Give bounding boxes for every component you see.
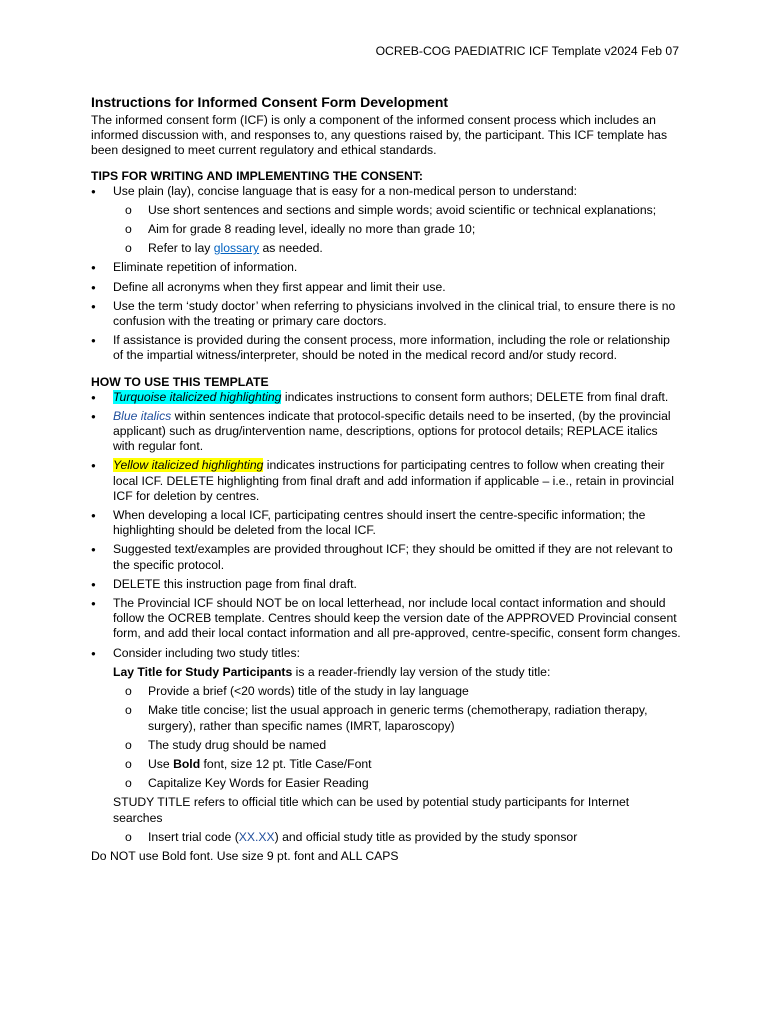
list-item <box>91 646 681 661</box>
howto-text: indicates instructions to consent form authors; DELETE from final draft. <box>281 389 669 404</box>
howto-text: Consider including two study titles: <box>113 645 300 660</box>
list-item <box>91 542 681 572</box>
lay-title-paragraph <box>113 665 681 680</box>
howto-text: DELETE this instruction page from final draft. <box>113 576 357 591</box>
howto-text: within sentences indicate that protocol-specific details need to be inserted, (by the provincial applicant) such as drug/intervention name, descriptions, options for protocol details; REPLACE italics with regular font. <box>113 408 671 454</box>
sub-list-item <box>113 830 681 845</box>
list-item <box>91 577 681 592</box>
list-item <box>91 390 681 405</box>
tip-text: If assistance is provided during the consent process, more information, including the role or relationship of the impartial witness/interpreter, should be noted in the medical record and/or study record. <box>113 333 670 363</box>
sub-list-item <box>113 203 681 218</box>
bold-word: Bold <box>173 756 201 771</box>
tip-text: Define all acronyms when they first appear and limit their use. <box>113 279 446 294</box>
turquoise-highlight: Turquoise italicized highlighting <box>113 389 282 404</box>
sub-text: Provide a brief (<20 words) title of the study in lay language <box>148 684 469 699</box>
sub-list <box>113 203 681 257</box>
sub-list-item <box>113 757 681 772</box>
sub-list-item <box>113 241 681 256</box>
page-header: OCREB-COG PAEDIATRIC ICF Template v2024 Feb 07 <box>375 44 679 58</box>
sub-text: ) and official study title as provided by the study sponsor <box>274 829 578 844</box>
document-body <box>91 94 681 864</box>
study-title-sub-list <box>113 830 681 845</box>
page-title: Instructions for Informed Consent Form Development <box>91 94 449 110</box>
sub-list-item <box>113 776 681 791</box>
list-item <box>91 299 681 329</box>
glossary-link[interactable]: glossary <box>213 241 260 256</box>
howto-text: indicates instructions for participating centres to follow when creating their local ICF. DELETE highlighting from final draft and add information if applicable – i.e., retain in provincial ICF for deletion by centres. <box>113 458 674 503</box>
sub-list-item <box>113 738 681 753</box>
yellow-highlight: Yellow italicized highlighting <box>113 458 264 473</box>
blue-italics-text: Blue italics <box>113 408 172 423</box>
tip-text: Use the term ‘study doctor’ when referring to physicians involved in the clinical trial, to ensure there is no confusion with the treating or primary care doctors. <box>113 298 676 329</box>
sub-list-item <box>113 703 681 733</box>
sub-text: font, size 12 pt. Title Case/Font <box>200 756 372 771</box>
list-item <box>91 596 681 642</box>
sub-text: as needed. <box>259 241 323 256</box>
list-item <box>91 280 681 295</box>
sub-text: The study drug should be named <box>148 737 327 752</box>
tip-text: Use plain (lay), concise language that is easy for a non-medical person to understand: <box>113 183 578 198</box>
study-title-paragraph: STUDY TITLE refers to official title which can be used by potential study participants for Internet searches <box>113 795 630 825</box>
sub-text: Capitalize Key Words for Easier Reading <box>148 776 369 791</box>
tips-list <box>91 184 681 364</box>
sub-text: Refer to lay <box>148 241 214 256</box>
tip-text: Eliminate repetition of information. <box>113 260 298 275</box>
lay-title-text: is a reader-friendly lay version of the study title: <box>292 664 551 679</box>
list-item <box>91 260 681 275</box>
list-item <box>91 458 681 504</box>
tips-heading: TIPS FOR WRITING AND IMPLEMENTING THE CONSENT: <box>91 168 423 183</box>
intro-paragraph: The informed consent form (ICF) is only a component of the informed consent process which includes an informed discussion with, and responses to, any questions raised by, the participant. This ICF template has been designed to meet current regulatory and ethical standards. <box>91 113 668 158</box>
footer-instruction: Do NOT use Bold font. Use size 9 pt. font and ALL CAPS <box>91 848 399 863</box>
list-item <box>91 409 681 455</box>
sub-text: Use <box>148 756 174 771</box>
list-item <box>91 333 681 363</box>
sub-text: Aim for grade 8 reading level, ideally no more than grade 10; <box>148 222 476 237</box>
howto-list <box>91 390 681 661</box>
list-item <box>91 184 681 257</box>
sub-list-item <box>113 222 681 237</box>
sub-text: Use short sentences and sections and simple words; avoid scientific or technical explanations; <box>148 202 657 217</box>
howto-text: The Provincial ICF should NOT be on local letterhead, nor include local contact information and should follow the OCREB template. Centres should keep the version date of the APPROVED Provincial consent form, and add their local contact information and all pre-approved, centre-specific, consent form changes. <box>113 596 681 641</box>
howto-heading: HOW TO USE THIS TEMPLATE <box>91 374 269 389</box>
trial-code-placeholder: XX.XX <box>238 829 275 844</box>
list-item <box>91 508 681 538</box>
howto-text: Suggested text/examples are provided throughout ICF; they should be omitted if they are not relevant to the specific protocol. <box>113 542 673 572</box>
sub-text: Insert trial code ( <box>148 829 239 844</box>
lay-title-label: Lay Title for Study Participants <box>113 664 293 679</box>
lay-title-sub-list <box>113 684 681 791</box>
sub-list-item <box>113 684 681 699</box>
sub-text: Make title concise; list the usual approach in generic terms (chemotherapy, radiation therapy, surgery), rather than specific names (IMRT, laparoscopy) <box>148 703 648 733</box>
howto-text: When developing a local ICF, participating centres should insert the centre-specific information; the highlighting should be deleted from the local ICF. <box>113 508 646 538</box>
